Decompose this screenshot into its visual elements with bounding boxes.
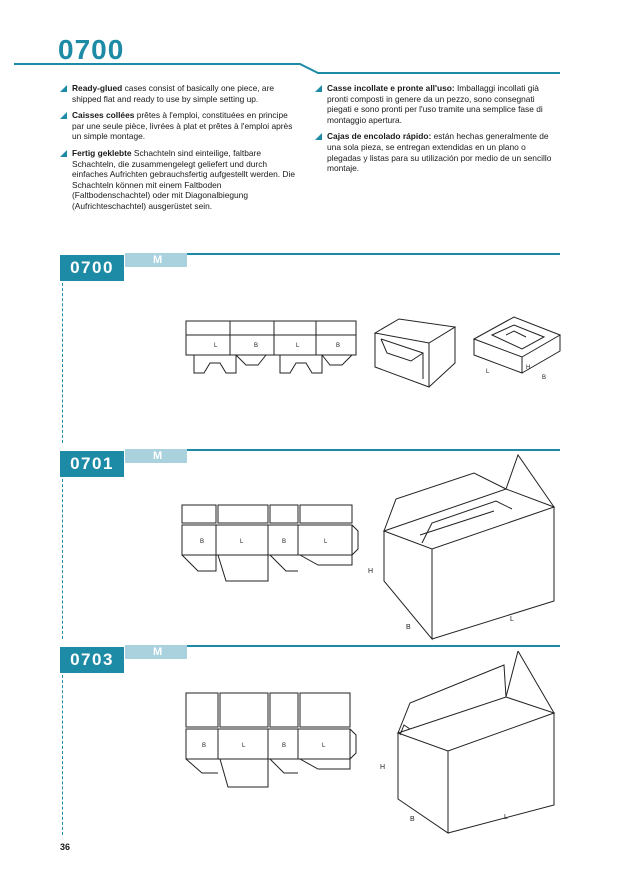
- page-title: 0700: [58, 34, 125, 65]
- diagram-label-breadth: B: [282, 743, 287, 749]
- intro-paragraph-french: [60, 110, 300, 142]
- triangle-bullet-icon: [315, 85, 322, 92]
- box-0700-open-view: [470, 311, 565, 391]
- diagram-label-breadth: B: [282, 539, 287, 545]
- box-0701-open-view: [362, 451, 562, 641]
- section-dashed-guide: [62, 283, 63, 443]
- intro-column-right: [315, 83, 555, 180]
- box-0703-open-view: [374, 651, 560, 837]
- intro-text: cases consist of basically one piece, are shipped flat and ready to use by simple setting up.: [72, 83, 275, 104]
- diagram-label-length: L: [296, 343, 300, 349]
- diagram-label-breadth: B: [410, 816, 415, 823]
- intro-paragraph-spanish: [315, 131, 555, 173]
- page-number: 36: [60, 842, 71, 852]
- section-tag: M: [125, 645, 187, 659]
- section-code: 0703: [60, 647, 124, 673]
- box-0700-folded-view: [367, 313, 459, 393]
- section-tag: M: [125, 449, 187, 463]
- box-0703-flat-layout: [184, 691, 360, 791]
- diagram-label-breadth: B: [202, 743, 207, 749]
- intro-text: Imballaggi incollati già pronti composti in genere da un pezzo, sono consegnati piegati e sono pronti per l'uso tramite una semplice fase di montaggio apertura.: [327, 83, 543, 125]
- diagram-label-length: L: [324, 539, 328, 545]
- diagram-label-height: H: [526, 365, 531, 371]
- diagram-label-breadth: B: [542, 375, 547, 381]
- section-0703: [0, 645, 620, 835]
- intro-lead: Fertig geklebte: [72, 147, 132, 158]
- section-rule: [187, 253, 560, 255]
- title-rule: [0, 60, 620, 74]
- section-0701: [0, 449, 620, 639]
- section-code: 0700: [60, 255, 124, 281]
- intro-lead: Caisses collées: [72, 110, 135, 121]
- diagram-label-length: L: [504, 814, 508, 821]
- section-dashed-guide: [62, 479, 63, 639]
- triangle-bullet-icon: [60, 112, 67, 119]
- diagram-label-breadth: B: [406, 624, 411, 631]
- diagram-label-length: L: [510, 616, 514, 623]
- diagram-label-length: L: [322, 743, 326, 749]
- diagram-label-height: H: [368, 568, 374, 575]
- box-0701-flat-layout: [178, 501, 360, 593]
- section-dashed-guide: [62, 675, 63, 835]
- diagram-label-breadth: B: [254, 343, 259, 349]
- diagram-label-length: L: [242, 743, 246, 749]
- diagram-label-height: H: [380, 764, 386, 771]
- intro-text: prêtes à l'emploi, constituées en principe par une seule pièce, livrées à plat et prêtes à l'emploi après un simple montage.: [72, 110, 293, 142]
- diagram-label-length: L: [486, 369, 490, 375]
- intro-lead: Ready-glued: [72, 83, 123, 93]
- section-0700: [0, 253, 620, 443]
- intro-column-left: [60, 83, 300, 218]
- diagram-label-breadth: B: [200, 539, 205, 545]
- intro-paragraph-english: [60, 83, 300, 104]
- diagram-label-length: L: [240, 539, 244, 545]
- section-code: 0701: [60, 451, 124, 477]
- section-header: [0, 253, 620, 283]
- intro-lead: Casse incollate e pronte all'uso:: [327, 83, 455, 93]
- section-rule: [187, 645, 560, 647]
- intro-paragraph-italian: [315, 83, 555, 125]
- triangle-bullet-icon: [60, 150, 67, 157]
- intro-lead: Cajas de encolado rápido:: [327, 131, 432, 142]
- intro-text: están hechas generalmente de una sola pieza, se entregan extendidas en un plano o plegadas y listas para su utilización por medio de un sencillo montaje.: [327, 131, 552, 174]
- box-0700-flat-layout: [180, 315, 360, 385]
- diagram-label-breadth: B: [336, 343, 341, 349]
- triangle-bullet-icon: [60, 85, 67, 92]
- triangle-bullet-icon: [315, 133, 322, 140]
- intro-text: Schachteln sind einteilige, faltbare Schachteln, die zusammengelegt geliefert und durch einfaches Aufrichten gebrauchsfertig aufgestellt werden. Die Schachteln können mit einem Faltboden (Faltbodenschachtel) oder mit Diagonalbiegung (Aufrichteschachtel) ausgerüstet sein.: [72, 147, 295, 211]
- diagram-label-length: L: [214, 343, 218, 349]
- section-tag: M: [125, 253, 187, 267]
- intro-paragraph-german: [60, 148, 300, 212]
